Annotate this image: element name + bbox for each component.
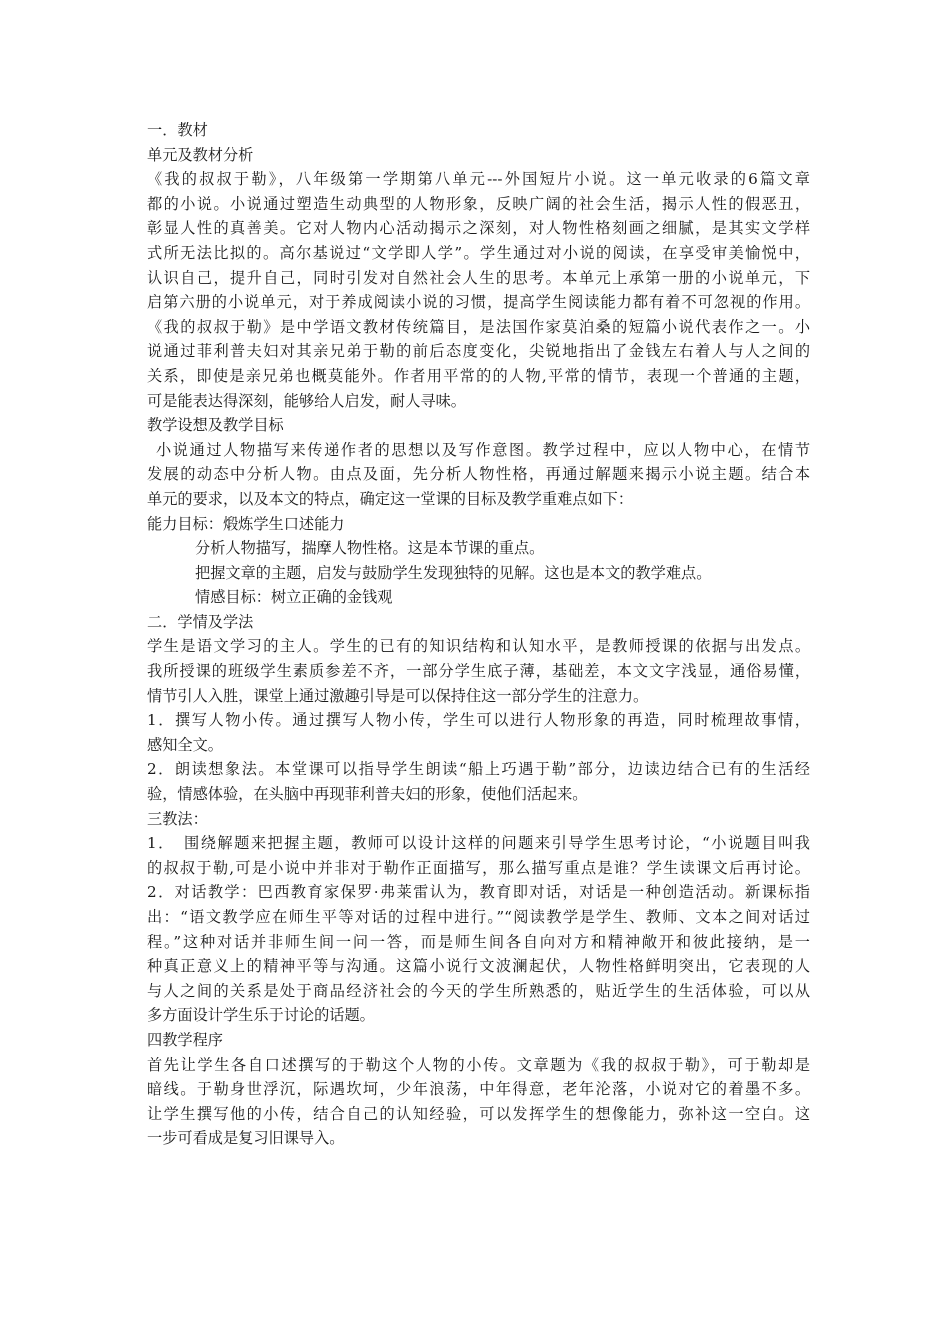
text-line: 能力目标：煅炼学生口述能力: [147, 514, 345, 533]
text-line: 感知全文。: [147, 735, 223, 754]
text-line: 都的小说。小说通过塑造生动典型的人物形象，反映广阔的社会生活，揭示人性的假恶丑，: [147, 194, 810, 213]
text-line: 学生是语文学习的主人。学生的已有的知识结构和认知水平，是教师授课的依据与出发点。: [147, 637, 810, 656]
text-line: 启第六册的小说单元，对于养成阅读小说的习惯，提高学生阅读能力都有着不可忽视的作用。: [147, 293, 810, 312]
text-line: 1．撰写人物小传。通过撰写人物小传，学生可以进行人物形象的再造，同时梳理故事情，: [147, 711, 810, 730]
text-line: 我所授课的班级学生素质参差不齐，一部分学生底子薄，基础差，本文文字浅显，通俗易懂，: [147, 662, 810, 681]
text-line: 情感目标：树立正确的金钱观: [195, 588, 393, 607]
text-line: 让学生撰写他的小传，结合自己的认知经验，可以发挥学生的想像能力，弥补这一空白。这: [147, 1104, 810, 1123]
text-line: 关系，即使是亲兄弟也概莫能外。作者用平常的的人物,平常的情节，表现一个普通的主题，: [147, 366, 810, 385]
text-line: 彰显人性的真善美。它对人物内心活动揭示之深刻，对人物性格刻画之细腻，是其实文学样: [147, 219, 810, 238]
text-line: 验，情感体验，在头脑中再现菲利普夫妇的形象，使他们活起来。: [147, 785, 588, 804]
text-line: 单元的要求，以及本文的特点，确定这一堂课的目标及教学重难点如下：: [147, 489, 633, 508]
text-line: 《我的叔叔于勒》是中学语文教材传统篇目，是法国作家莫泊桑的短篇小说代表作之一。小: [147, 317, 810, 336]
text-line: 暗线。于勒身世浮沉，际遇坎坷，少年浪荡，中年得意，老年沦落，小说对它的着墨不多。: [147, 1080, 810, 1099]
document-body: [147, 118, 810, 1151]
text-line: 首先让学生各自口述撰写的于勒这个人物的小传。文章题为《我的叔叔于勒》，可于勒却是: [147, 1055, 810, 1074]
text-line: 的叔叔于勒,可是小说中并非对于勒作正面描写，那么描写重点是谁？学生读课文后再讨论。: [147, 858, 810, 877]
text-line: 出：“语文教学应在师生平等对话的过程中进行。”“阅读教学是学生、教师、文本之间对话过: [147, 908, 810, 926]
text-line: 2．对话教学：巴西教育家保罗·弗莱雷认为，教育即对话，对话是一种创造活动。新课标指: [147, 883, 810, 902]
text-line: 式所无法比拟的。高尔基说过“文学即人学”。学生通过对小说的阅读，在享受审美愉悦中，: [147, 243, 810, 262]
text-line: 把握文章的主题，启发与鼓励学生发现独特的见解。这也是本文的教学难点。: [195, 563, 712, 582]
text-line: 说通过菲利普夫妇对其亲兄弟于勒的前后态度变化，尖锐地指出了金钱左右着人与人之间的: [147, 342, 810, 361]
text-line: 发展的动态中分析人物。由点及面，先分析人物性格，再通过解题来揭示小说主题。结合本: [147, 465, 810, 484]
text-line: 1． 围绕解题来把握主题，教师可以设计这样的问题来引导学生思考讨论，“小说题目叫我: [147, 834, 810, 853]
text-line: 情节引人入胜，课堂上通过激趣引导是可以保持住这一部分学生的注意力。: [147, 686, 649, 705]
text-line: 三教法：: [147, 809, 208, 828]
text-line: 分析人物描写，揣摩人物性格。这是本节课的重点。: [195, 539, 545, 558]
text-line: 四教学程序: [147, 1030, 223, 1049]
text-line: 认识自己，提升自己，同时引发对自然社会人生的思考。本单元上承第一册的小说单元，下: [147, 268, 810, 287]
text-line: 一．教材: [147, 121, 208, 139]
text-line: 单元及教材分析: [147, 145, 254, 164]
text-line: 小说通过人物描写来传递作者的思想以及写作意图。教学过程中，应以人物中心，在情节: [156, 440, 810, 459]
text-line: 与人之间的关系是处于商品经济社会的今天的学生所熟悉的，贴近学生的生活体验，可以从: [147, 981, 810, 1000]
text-line: 二．学情及学法: [147, 612, 254, 631]
text-line: 教学设想及教学目标: [147, 416, 284, 435]
text-line: 一步可看成是复习旧课导入。: [147, 1129, 345, 1148]
text-line: 多方面设计学生乐于讨论的话题。: [147, 1006, 375, 1025]
text-line: 2．朗读想象法。本堂课可以指导学生朗读“船上巧遇于勒”部分，边读边结合已有的生活经: [147, 760, 810, 779]
text-line: 程。”这种对话并非师生间一问一答，而是师生间各自向对方和精神敞开和彼此接纳，是一: [147, 932, 810, 951]
text-line: 《我的叔叔于勒》，八年级第一学期第八单元---外国短片小说。这一单元收录的6篇文章: [147, 170, 810, 189]
text-line: 种真正意义上的精神平等与沟通。这篇小说行文波澜起伏，人物性格鲜明突出，它表现的人: [147, 957, 810, 976]
text-line: 可是能表达得深刻，能够给人启发，耐人寻味。: [147, 391, 466, 410]
